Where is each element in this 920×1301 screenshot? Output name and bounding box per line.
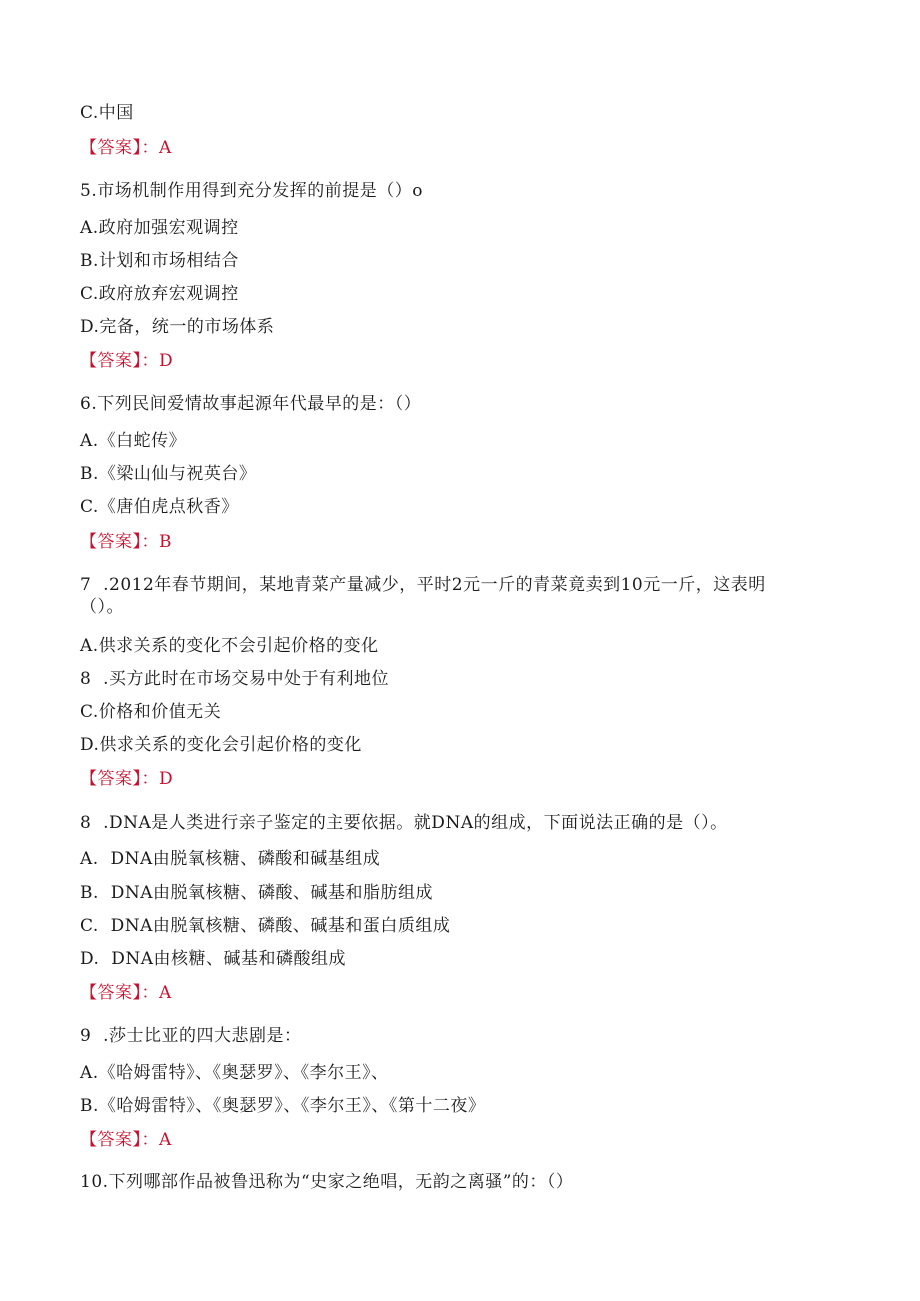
option-c-q7: C.价格和价值无关	[80, 702, 222, 722]
option-a-q8: A. DNA由脱氧核糖、磷酸和碱基组成	[80, 849, 381, 869]
option-c-q6: C.《唐伯虎点秋香》	[80, 497, 239, 517]
option-a-q6: A.《白蛇传》	[80, 431, 187, 451]
option-b-q5: B.计划和市场相结合	[80, 251, 239, 271]
question-7-line-2: （）。	[80, 597, 124, 617]
answer-q6	[80, 531, 172, 553]
answer-label: 【答案】：	[80, 351, 159, 371]
answer-label: 【答案】：	[80, 138, 159, 158]
option-d-q8: D. DNA由核糖、碱基和磷酸组成	[80, 949, 347, 969]
answer-q4	[80, 137, 172, 159]
answer-value: D	[159, 351, 174, 371]
answer-label: 【答案】：	[80, 532, 159, 552]
answer-q9	[80, 1129, 172, 1151]
answer-value: A	[159, 138, 172, 158]
option-a-q5: A.政府加强宏观调控	[80, 218, 239, 238]
question-9: 9 .莎士比亚的四大悲剧是：	[80, 1026, 302, 1046]
answer-q5	[80, 350, 173, 372]
option-c-q4: C.中国	[80, 103, 134, 123]
answer-value: A	[159, 1130, 172, 1150]
option-b-q9: B.《哈姆雷特》、《奥瑟罗》、《李尔王》、《第十二夜》	[80, 1096, 486, 1116]
answer-q8	[80, 982, 172, 1004]
question-5: 5.市场机制作用得到充分发挥的前提是（）o	[80, 181, 423, 201]
question-10: 10.下列哪部作品被鲁迅称为“史家之绝唱，无韵之离骚”的：（）	[80, 1172, 574, 1192]
option-c-q8: C. DNA由脱氧核糖、磷酸、碱基和蛋白质组成	[80, 916, 451, 936]
answer-value: B	[159, 532, 172, 552]
option-a-q7: A.供求关系的变化不会引起价格的变化	[80, 636, 379, 656]
option-d-q5: D.完备，统一的市场体系	[80, 317, 275, 337]
answer-q7	[80, 768, 173, 790]
question-6: 6.下列民间爱情故事起源年代最早的是：（）	[80, 394, 422, 414]
option-b-q8: B. DNA由脱氧核糖、磷酸、碱基和脂肪组成	[80, 883, 433, 903]
option-b-q6: B.《梁山仙与祝英台》	[80, 464, 257, 484]
option-c-q5: C.政府放弃宏观调控	[80, 284, 239, 304]
answer-value: D	[159, 769, 174, 789]
option-d-q7: D.供求关系的变化会引起价格的变化	[80, 735, 362, 755]
answer-label: 【答案】：	[80, 983, 159, 1003]
answer-label: 【答案】：	[80, 1130, 159, 1150]
answer-label: 【答案】：	[80, 769, 159, 789]
question-7-line-1: 7 .2012年春节期间，某地青菜产量减少，平时2元一斤的青菜竟卖到10元一斤，这表明	[80, 575, 766, 595]
answer-value: A	[159, 983, 172, 1003]
question-8: 8 .DNA是人类进行亲子鉴定的主要依据。就DNA的组成，下面说法正确的是（）。	[80, 813, 728, 833]
option-a-q9: A.《哈姆雷特》、《奥瑟罗》、《李尔王》、	[80, 1063, 389, 1083]
option-b-q7: 8 .买方此时在市场交易中处于有利地位	[80, 669, 390, 689]
